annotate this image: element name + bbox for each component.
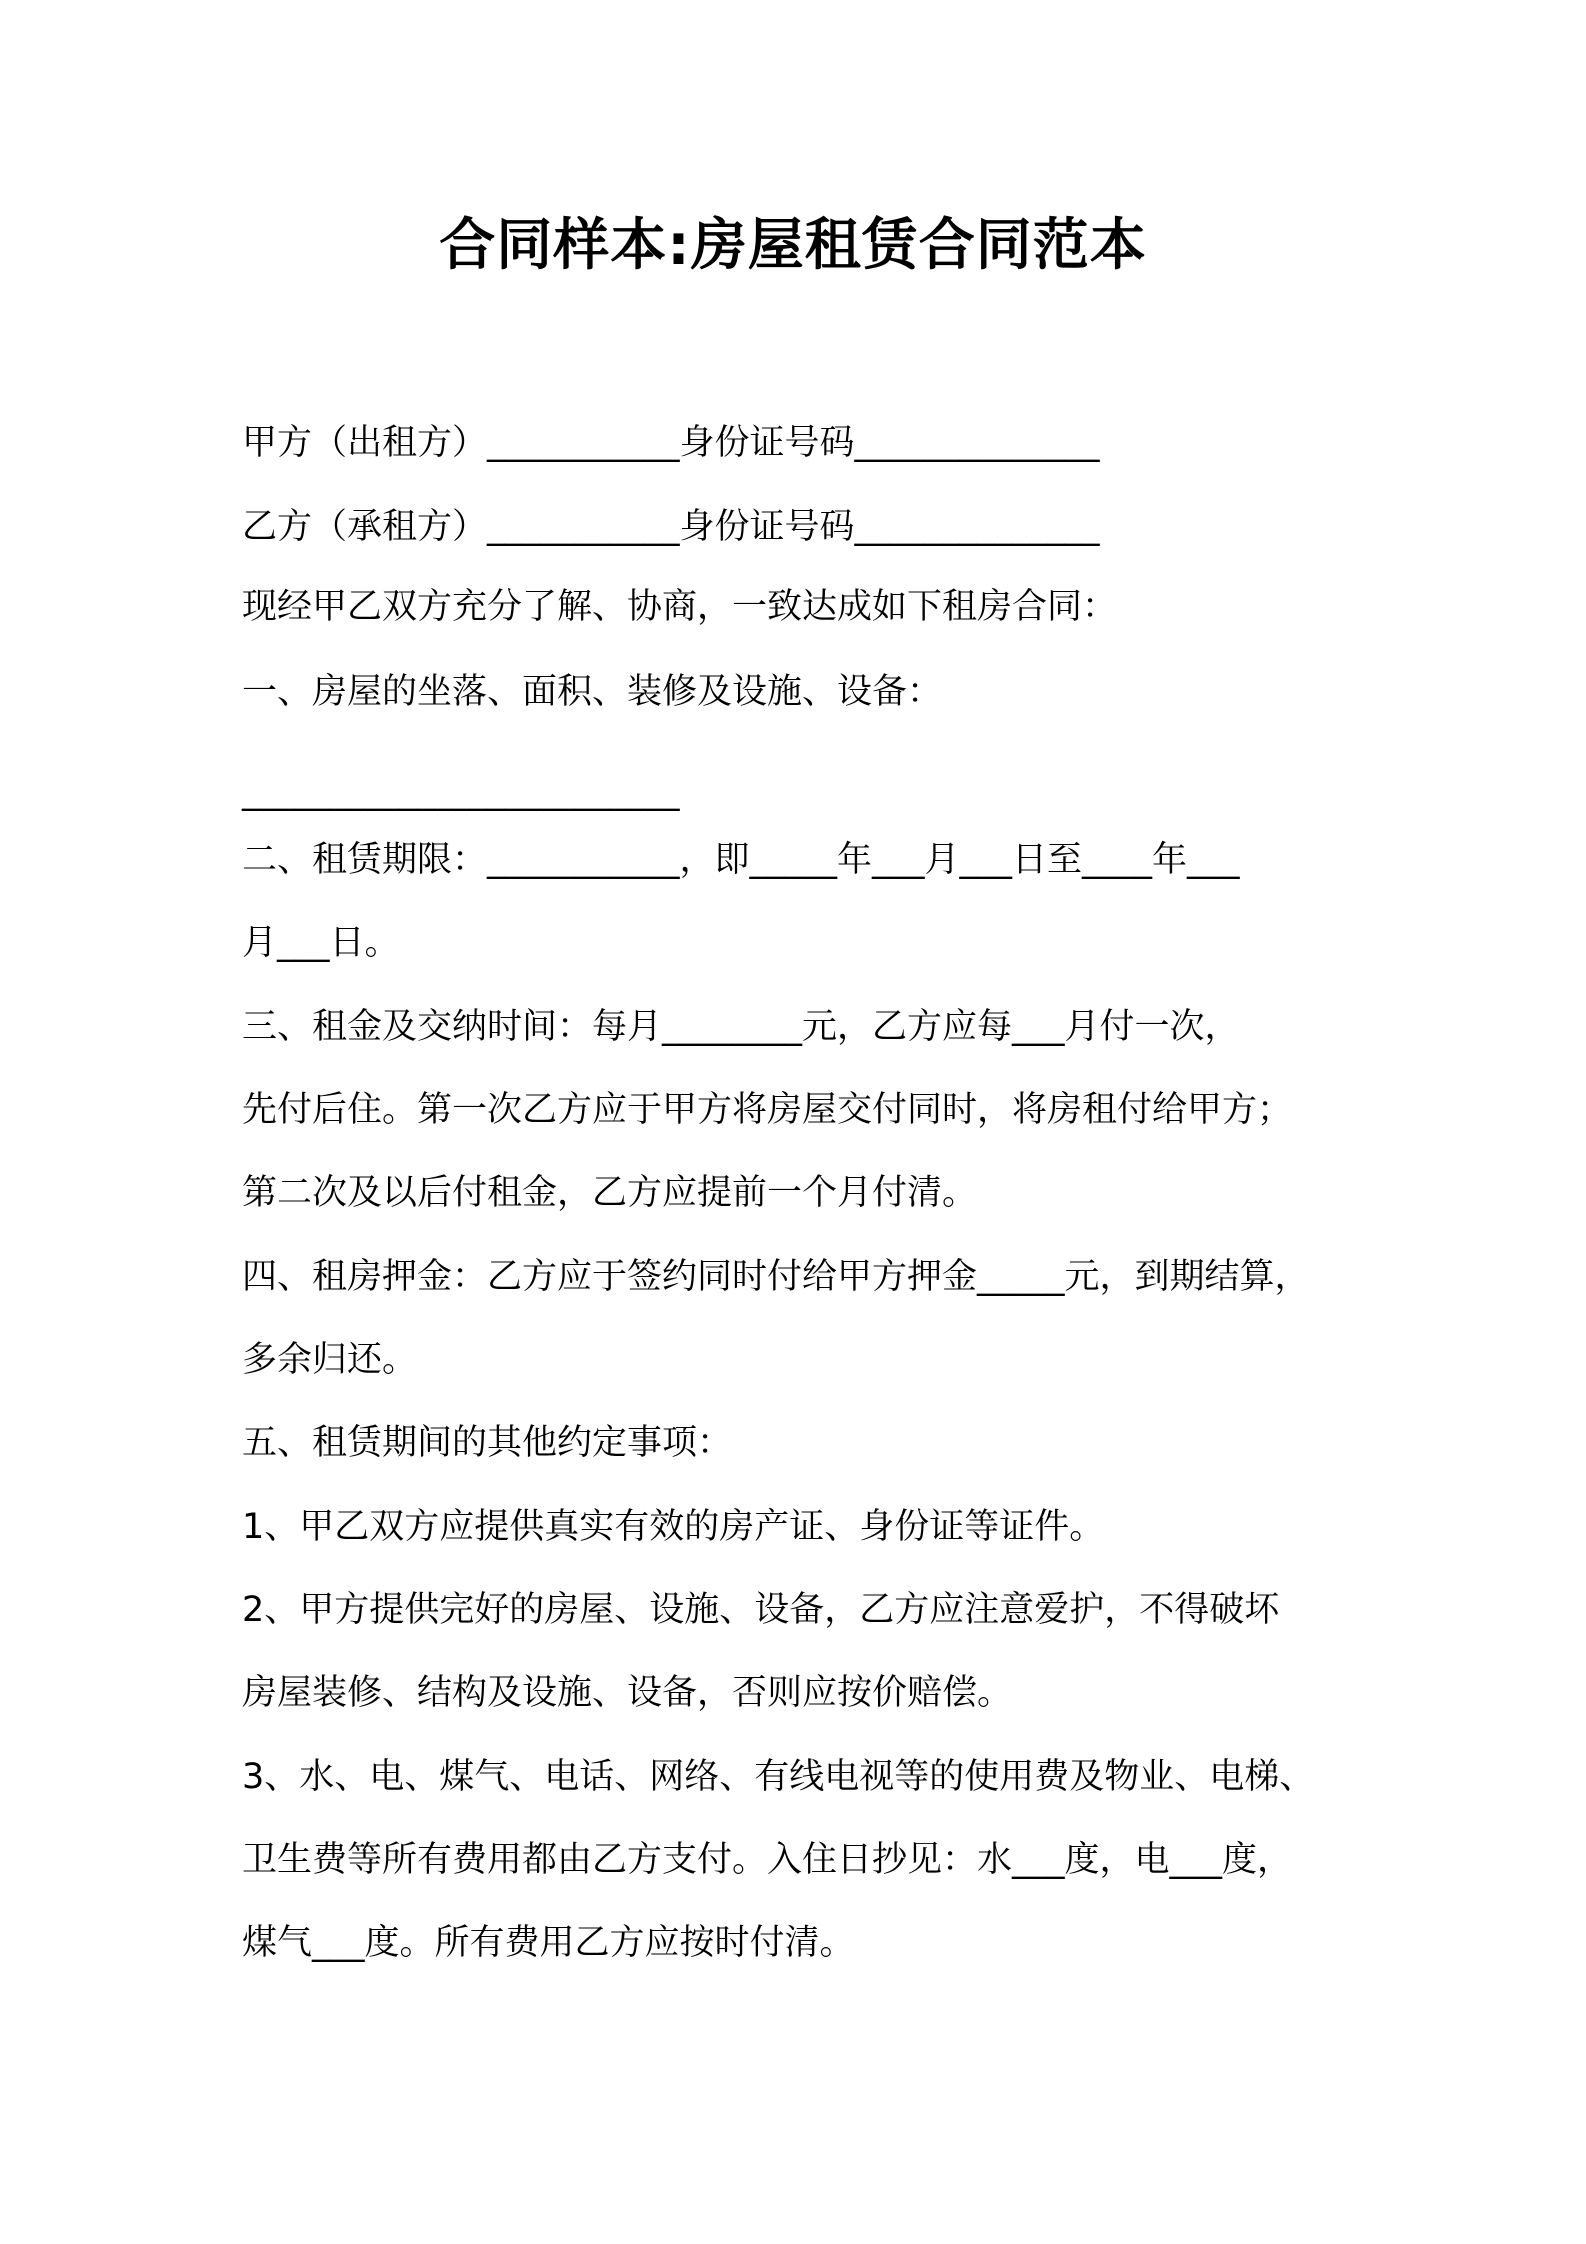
section-3-line-3: 第二次及以后付租金，乙方应提前一个月付清。	[242, 1173, 978, 1213]
section-3-line-1: 三、租金及交纳时间：每月________元，乙方应每___月付一次，	[242, 1007, 1240, 1047]
clause-2-line-2: 房屋装修、结构及设施、设备，否则应按价赔偿。	[242, 1673, 1013, 1713]
section-1-blank: _________________________	[242, 772, 680, 812]
clause-3-line-2: 卫生费等所有费用都由乙方支付。入住日抄见：水___度，电___度，	[242, 1840, 1293, 1880]
party-a-line: 甲方（出租方）___________身份证号码______________	[242, 423, 1100, 463]
section-4-line-2: 多余归还。	[242, 1340, 418, 1380]
section-5-heading: 五、租赁期间的其他约定事项：	[242, 1423, 733, 1463]
section-2-line-1: 二、租赁期限：___________，即_____年___月___日至____年___	[242, 840, 1240, 880]
section-3-line-2: 先付后住。第一次乙方应于甲方将房屋交付同时，将房租付给甲方；	[242, 1090, 1293, 1130]
clause-2-line-1: 2、甲方提供完好的房屋、设施、设备，乙方应注意爱护，不得破坏	[242, 1590, 1280, 1630]
section-1-heading: 一、房屋的坐落、面积、装修及设施、设备：	[242, 672, 943, 712]
clause-3-line-3: 煤气___度。所有费用乙方应按时付清。	[242, 1923, 855, 1963]
section-2-line-2: 月___日。	[242, 923, 400, 963]
party-b-line: 乙方（承租方）___________身份证号码______________	[242, 507, 1100, 547]
document-title: 合同样本:房屋租赁合同范本	[439, 213, 1147, 278]
intro-line: 现经甲乙双方充分了解、协商，一致达成如下租房合同：	[242, 587, 1118, 627]
clause-1-line: 1、甲乙双方应提供真实有效的房产证、身份证等证件。	[242, 1507, 1105, 1547]
clause-3-line-1: 3、水、电、煤气、电话、网络、有线电视等的使用费及物业、电梯、	[242, 1757, 1315, 1797]
section-4-line-1: 四、租房押金：乙方应于签约同时付给甲方押金_____元，到期结算，	[242, 1257, 1310, 1297]
